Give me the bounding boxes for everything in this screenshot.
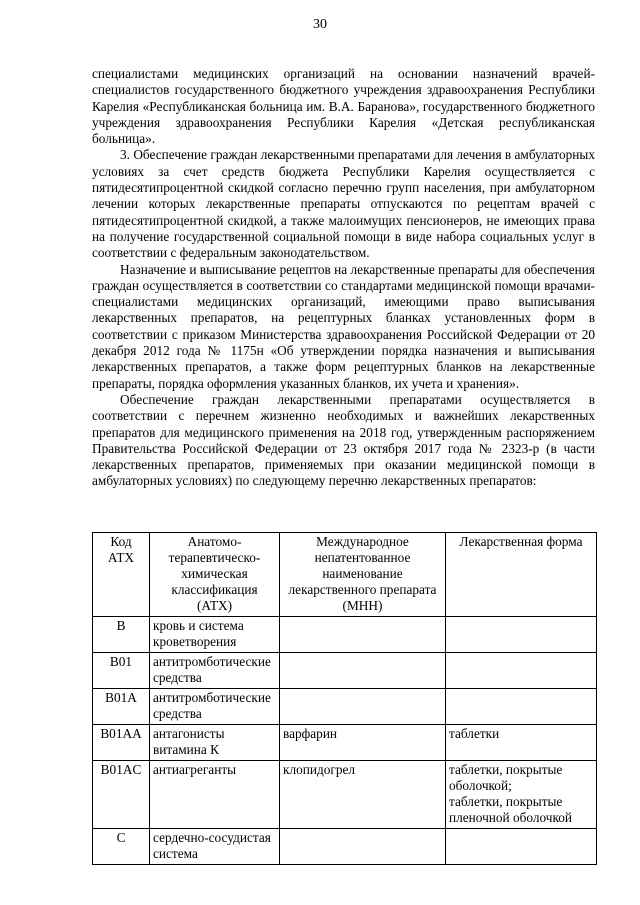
cell-code: B01AC	[93, 761, 150, 829]
table-row	[93, 653, 597, 689]
cell-mnn: клопидогрел	[280, 761, 446, 829]
cell-code: C	[93, 829, 150, 865]
cell-classification: антитромботические средства	[150, 689, 280, 725]
cell-form	[446, 653, 597, 689]
cell-mnn	[280, 829, 446, 865]
table-row	[93, 689, 597, 725]
paragraph-prescriptions: Назначение и выписывание рецептов на лекарственные препараты для обеспечения граждан осуществляется в соответствии со стандартами медицинской помощи врачами-специалистами медицинских организаций, имеющими право выписывания лекарственных препаратов, на рецептурных бланках установленных форм в соответствии с приказом Министерства здравоохранения Российской Федерации от 20 декабря 2012 года № 1175н «Об утверждении порядка назначения и выписывания лекарственных препаратов, а также форм рецептурных бланков на лекарственные препараты, порядка оформления указанных бланков, их учета и хранения».	[92, 261, 595, 391]
cell-form	[446, 725, 597, 761]
paragraph-item-3: 3. Обеспечение граждан лекарственными препаратами для лечения в амбулаторных условиях за счет средств бюджета Республики Карелия осуществляется с пятидесятипроцентной скидкой согласно перечню групп населения, при амбулаторном лечении которых лекарственные препараты отпускаются по рецептам врачей с пятидесятипроцентной скидкой, а также малоимущих пенсионеров, не имеющих права на получение государственной социальной помощи в виде набора социальных услуг в соответствии с федеральным законодательством.	[92, 147, 595, 261]
header-mnn: Международное непатентованное наименование лекарственного препарата (МНН)	[280, 533, 446, 617]
table-body	[93, 617, 597, 865]
cell-form	[446, 689, 597, 725]
form-line: таблетки	[449, 726, 500, 741]
cell-form	[446, 617, 597, 653]
cell-mnn	[280, 617, 446, 653]
cell-form	[446, 761, 597, 829]
cell-classification: антагонисты витамина К	[150, 725, 280, 761]
paragraph-continuation: специалистами медицинских организаций на основании назначений врачей-специалистов государственного бюджетного учреждения здравоохранения Республики Карелия «Республиканская больница им. В.А. Баранова», государственного бюджетного учреждения здравоохранения Республики Карелия «Детская республиканская больница».	[92, 66, 595, 147]
cell-classification: антитромботические средства	[150, 653, 280, 689]
cell-mnn	[280, 653, 446, 689]
cell-form	[446, 829, 597, 865]
page-number: 30	[313, 17, 327, 32]
cell-code: B	[93, 617, 150, 653]
cell-classification: сердечно-сосудистая система	[150, 829, 280, 865]
form-line: таблетки, покрытые пленочной оболочкой	[449, 794, 573, 825]
header-classification: Анатомо-терапевтическо-химическая классификация (АТХ)	[150, 533, 280, 617]
form-line: таблетки, покрытые оболочкой;	[449, 762, 563, 793]
cell-classification: антиагреганты	[150, 761, 280, 829]
table-row	[93, 829, 597, 865]
table-row	[93, 725, 597, 761]
paragraph-drug-list-intro: Обеспечение граждан лекарственными препаратами осуществляется в соответствии с перечнем жизненно необходимых и важнейших лекарственных препаратов для медицинского применения на 2018 год, утвержденным распоряжением Правительства Российской Федерации от 23 октября 2017 года № 2323-р (в части лекарственных препаратов, применяемых при оказании медицинской помощи в амбулаторных условиях) по следующему перечню лекарственных препаратов:	[92, 391, 595, 489]
header-code: Код АТХ	[93, 533, 150, 617]
drug-table	[92, 532, 597, 865]
table-row	[93, 761, 597, 829]
cell-code: B01AA	[93, 725, 150, 761]
table-header-row	[93, 533, 597, 617]
table-row	[93, 617, 597, 653]
cell-mnn: варфарин	[280, 725, 446, 761]
cell-code: B01	[93, 653, 150, 689]
header-form: Лекарственная форма	[446, 533, 597, 617]
cell-mnn	[280, 689, 446, 725]
cell-classification: кровь и система кроветворения	[150, 617, 280, 653]
document-body	[92, 66, 595, 490]
cell-code: B01A	[93, 689, 150, 725]
